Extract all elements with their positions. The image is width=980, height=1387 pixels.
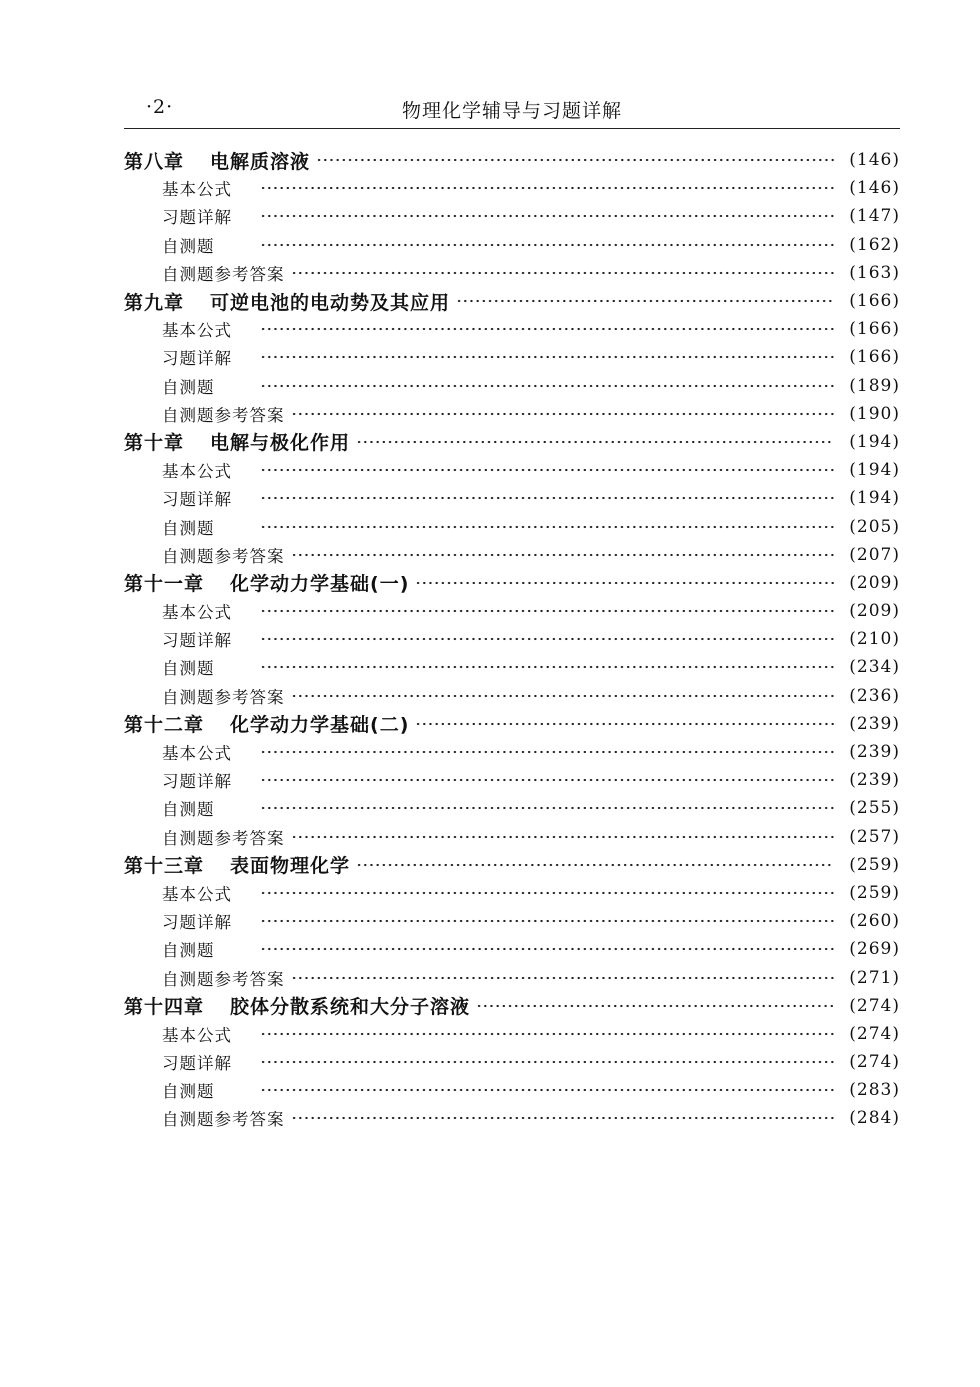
table-of-contents bbox=[124, 146, 900, 1133]
toc-section-entry[interactable] bbox=[124, 259, 900, 287]
page-reference: (163) bbox=[849, 262, 900, 283]
section-title: 自测题 bbox=[162, 800, 215, 820]
toc-section-entry[interactable] bbox=[124, 625, 900, 653]
toc-section-entry[interactable] bbox=[124, 484, 900, 512]
toc-entry-label bbox=[124, 204, 258, 228]
toc-section-entry[interactable] bbox=[124, 907, 900, 935]
dot-leader bbox=[260, 750, 834, 754]
page-reference: (274) bbox=[849, 1023, 900, 1044]
page-reference: (274) bbox=[849, 995, 900, 1016]
toc-entry-label bbox=[124, 569, 413, 596]
section-title: 习题详解 bbox=[162, 349, 232, 369]
chapter-number: 第十一章 bbox=[124, 573, 205, 596]
section-title: 基本公式 bbox=[162, 744, 232, 764]
dot-leader bbox=[356, 863, 834, 867]
page-reference: (209) bbox=[849, 601, 900, 622]
toc-entry-label bbox=[124, 261, 289, 285]
toc-entry-label bbox=[124, 992, 474, 1019]
chapter-number: 第十三章 bbox=[124, 855, 205, 878]
toc-section-entry[interactable] bbox=[124, 682, 900, 710]
section-title: 自测题 bbox=[162, 236, 215, 256]
page-reference: (190) bbox=[849, 403, 900, 424]
page-reference: (255) bbox=[849, 798, 900, 819]
toc-chapter-entry[interactable] bbox=[124, 287, 900, 315]
chapter-title: 化学动力学基础(二) bbox=[230, 714, 410, 737]
toc-entry-label bbox=[124, 486, 258, 510]
page-number: ·2· bbox=[146, 96, 174, 118]
toc-entry-label bbox=[124, 796, 258, 820]
toc-chapter-entry[interactable] bbox=[124, 146, 900, 174]
toc-section-entry[interactable] bbox=[124, 202, 900, 230]
section-title: 习题详解 bbox=[162, 631, 232, 651]
dot-leader bbox=[260, 947, 834, 951]
toc-entry-label bbox=[124, 740, 258, 764]
section-title: 基本公式 bbox=[162, 321, 232, 341]
dot-leader bbox=[415, 581, 834, 585]
toc-section-entry[interactable] bbox=[124, 879, 900, 907]
toc-section-entry[interactable] bbox=[124, 653, 900, 681]
page-reference: (271) bbox=[849, 967, 900, 988]
section-title: 自测题 bbox=[162, 518, 215, 538]
page-reference: (209) bbox=[849, 572, 900, 593]
dot-leader bbox=[476, 1004, 834, 1008]
section-title: 基本公式 bbox=[162, 603, 232, 623]
toc-section-entry[interactable] bbox=[124, 231, 900, 259]
page-reference: (146) bbox=[849, 150, 900, 171]
dot-leader bbox=[260, 468, 834, 472]
toc-entry-label bbox=[124, 543, 289, 567]
section-title: 习题详解 bbox=[162, 1054, 232, 1074]
chapter-title: 化学动力学基础(一) bbox=[230, 573, 410, 596]
section-title: 基本公式 bbox=[162, 180, 232, 200]
section-title: 基本公式 bbox=[162, 884, 232, 904]
section-title: 基本公式 bbox=[162, 462, 232, 482]
toc-entry-label bbox=[124, 288, 454, 315]
section-title: 自测题 bbox=[162, 377, 215, 397]
page-reference: (260) bbox=[849, 911, 900, 932]
toc-entry-label bbox=[124, 374, 258, 398]
chapter-number: 第十四章 bbox=[124, 996, 205, 1019]
dot-leader bbox=[260, 609, 834, 613]
toc-section-entry[interactable] bbox=[124, 738, 900, 766]
toc-entry-label bbox=[124, 851, 354, 878]
page-reference: (166) bbox=[849, 319, 900, 340]
toc-entry-label bbox=[124, 233, 258, 257]
chapter-title: 表面物理化学 bbox=[230, 855, 351, 878]
page-reference: (239) bbox=[849, 742, 900, 763]
toc-entry-label bbox=[124, 937, 258, 961]
toc-chapter-entry[interactable] bbox=[124, 992, 900, 1020]
dot-leader bbox=[260, 891, 834, 895]
page-reference: (189) bbox=[849, 375, 900, 396]
dot-leader bbox=[260, 355, 834, 359]
toc-entry-label bbox=[124, 1050, 258, 1074]
chapter-title: 电解与极化作用 bbox=[210, 432, 351, 455]
page-reference: (236) bbox=[849, 685, 900, 706]
toc-section-entry[interactable] bbox=[124, 512, 900, 540]
toc-entry-label bbox=[124, 655, 258, 679]
dot-leader bbox=[291, 976, 835, 980]
toc-entry-label bbox=[124, 599, 258, 623]
dot-leader bbox=[260, 1088, 834, 1092]
section-title: 自测题参考答案 bbox=[162, 828, 285, 848]
toc-entry-label bbox=[124, 428, 354, 455]
toc-entry-label bbox=[124, 1078, 258, 1102]
section-title: 基本公式 bbox=[162, 1025, 232, 1045]
section-title: 习题详解 bbox=[162, 490, 232, 510]
dot-leader bbox=[260, 243, 834, 247]
dot-leader bbox=[260, 525, 834, 529]
section-title: 自测题 bbox=[162, 659, 215, 679]
section-title: 自测题 bbox=[162, 1082, 215, 1102]
toc-entry-label bbox=[124, 147, 314, 174]
toc-entry-label bbox=[124, 402, 289, 426]
page-reference: (269) bbox=[849, 939, 900, 960]
toc-section-entry[interactable] bbox=[124, 1076, 900, 1104]
dot-leader bbox=[291, 835, 835, 839]
toc-section-entry[interactable] bbox=[124, 400, 900, 428]
toc-chapter-entry[interactable] bbox=[124, 710, 900, 738]
chapter-number: 第十二章 bbox=[124, 714, 205, 737]
toc-section-entry[interactable] bbox=[124, 315, 900, 343]
toc-section-entry[interactable] bbox=[124, 1048, 900, 1076]
section-title: 自测题参考答案 bbox=[162, 687, 285, 707]
dot-leader bbox=[291, 694, 835, 698]
toc-section-entry[interactable] bbox=[124, 935, 900, 963]
dot-leader bbox=[260, 327, 834, 331]
toc-entry-label bbox=[124, 881, 258, 905]
chapter-title: 可逆电池的电动势及其应用 bbox=[210, 291, 451, 314]
dot-leader bbox=[291, 553, 835, 557]
dot-leader bbox=[415, 722, 834, 726]
chapter-number: 第八章 bbox=[124, 150, 185, 173]
toc-section-entry[interactable] bbox=[124, 343, 900, 371]
toc-entry-label bbox=[124, 909, 258, 933]
page-reference: (284) bbox=[849, 1108, 900, 1129]
toc-entry-label bbox=[124, 176, 258, 200]
toc-section-entry[interactable] bbox=[124, 1020, 900, 1048]
dot-leader bbox=[260, 665, 834, 669]
dot-leader bbox=[456, 299, 834, 303]
dot-leader bbox=[260, 919, 834, 923]
page-reference: (147) bbox=[849, 206, 900, 227]
section-title: 自测题参考答案 bbox=[162, 546, 285, 566]
page-reference: (166) bbox=[849, 291, 900, 312]
dot-leader bbox=[260, 496, 834, 500]
toc-section-entry[interactable] bbox=[124, 174, 900, 202]
toc-section-entry[interactable] bbox=[124, 794, 900, 822]
page-header bbox=[124, 92, 900, 129]
page-reference: (239) bbox=[849, 770, 900, 791]
dot-leader bbox=[260, 186, 834, 190]
toc-entry-label bbox=[124, 966, 289, 990]
page-reference: (194) bbox=[849, 460, 900, 481]
page-reference: (194) bbox=[849, 488, 900, 509]
toc-section-entry[interactable] bbox=[124, 1104, 900, 1132]
page-reference: (259) bbox=[849, 854, 900, 875]
dot-leader bbox=[316, 158, 834, 162]
toc-entry-label bbox=[124, 627, 258, 651]
page-reference: (194) bbox=[849, 431, 900, 452]
page-reference: (205) bbox=[849, 516, 900, 537]
page-reference: (210) bbox=[849, 629, 900, 650]
dot-leader bbox=[260, 384, 834, 388]
dot-leader bbox=[260, 806, 834, 810]
page-reference: (234) bbox=[849, 657, 900, 678]
page-reference: (257) bbox=[849, 826, 900, 847]
chapter-number: 第十章 bbox=[124, 432, 185, 455]
chapter-title: 电解质溶液 bbox=[210, 150, 311, 173]
dot-leader bbox=[291, 1116, 835, 1120]
dot-leader bbox=[356, 440, 834, 444]
dot-leader bbox=[260, 1032, 834, 1036]
section-title: 习题详解 bbox=[162, 772, 232, 792]
toc-entry-label bbox=[124, 768, 258, 792]
toc-entry-label bbox=[124, 1022, 258, 1046]
toc-chapter-entry[interactable] bbox=[124, 851, 900, 879]
section-title: 自测题参考答案 bbox=[162, 405, 285, 425]
toc-chapter-entry[interactable] bbox=[124, 569, 900, 597]
section-title: 自测题 bbox=[162, 941, 215, 961]
toc-entry-label bbox=[124, 710, 413, 737]
section-title: 自测题参考答案 bbox=[162, 969, 285, 989]
toc-section-entry[interactable] bbox=[124, 456, 900, 484]
toc-entry-label bbox=[124, 825, 289, 849]
section-title: 自测题参考答案 bbox=[162, 1110, 285, 1130]
page-reference: (274) bbox=[849, 1052, 900, 1073]
toc-section-entry[interactable] bbox=[124, 823, 900, 851]
page-reference: (283) bbox=[849, 1080, 900, 1101]
page-reference: (166) bbox=[849, 347, 900, 368]
toc-section-entry[interactable] bbox=[124, 541, 900, 569]
page-reference: (207) bbox=[849, 544, 900, 565]
toc-section-entry[interactable] bbox=[124, 766, 900, 794]
toc-entry-label bbox=[124, 515, 258, 539]
section-title: 自测题参考答案 bbox=[162, 264, 285, 284]
toc-entry-label bbox=[124, 345, 258, 369]
toc-section-entry[interactable] bbox=[124, 963, 900, 991]
chapter-title: 胶体分散系统和大分子溶液 bbox=[230, 996, 471, 1019]
toc-section-entry[interactable] bbox=[124, 372, 900, 400]
page-reference: (259) bbox=[849, 882, 900, 903]
section-title: 习题详解 bbox=[162, 913, 232, 933]
page-reference: (146) bbox=[849, 178, 900, 199]
chapter-number: 第九章 bbox=[124, 291, 185, 314]
page-reference: (239) bbox=[849, 713, 900, 734]
section-title: 习题详解 bbox=[162, 208, 232, 228]
dot-leader bbox=[291, 271, 835, 275]
toc-entry-label bbox=[124, 317, 258, 341]
book-title: 物理化学辅导与习题详解 bbox=[401, 100, 622, 122]
toc-entry-label bbox=[124, 1106, 289, 1130]
toc-section-entry[interactable] bbox=[124, 597, 900, 625]
dot-leader bbox=[291, 412, 835, 416]
toc-entry-label bbox=[124, 684, 289, 708]
dot-leader bbox=[260, 214, 834, 218]
toc-entry-label bbox=[124, 458, 258, 482]
page-reference: (162) bbox=[849, 234, 900, 255]
dot-leader bbox=[260, 1060, 834, 1064]
dot-leader bbox=[260, 778, 834, 782]
dot-leader bbox=[260, 637, 834, 641]
toc-chapter-entry[interactable] bbox=[124, 428, 900, 456]
